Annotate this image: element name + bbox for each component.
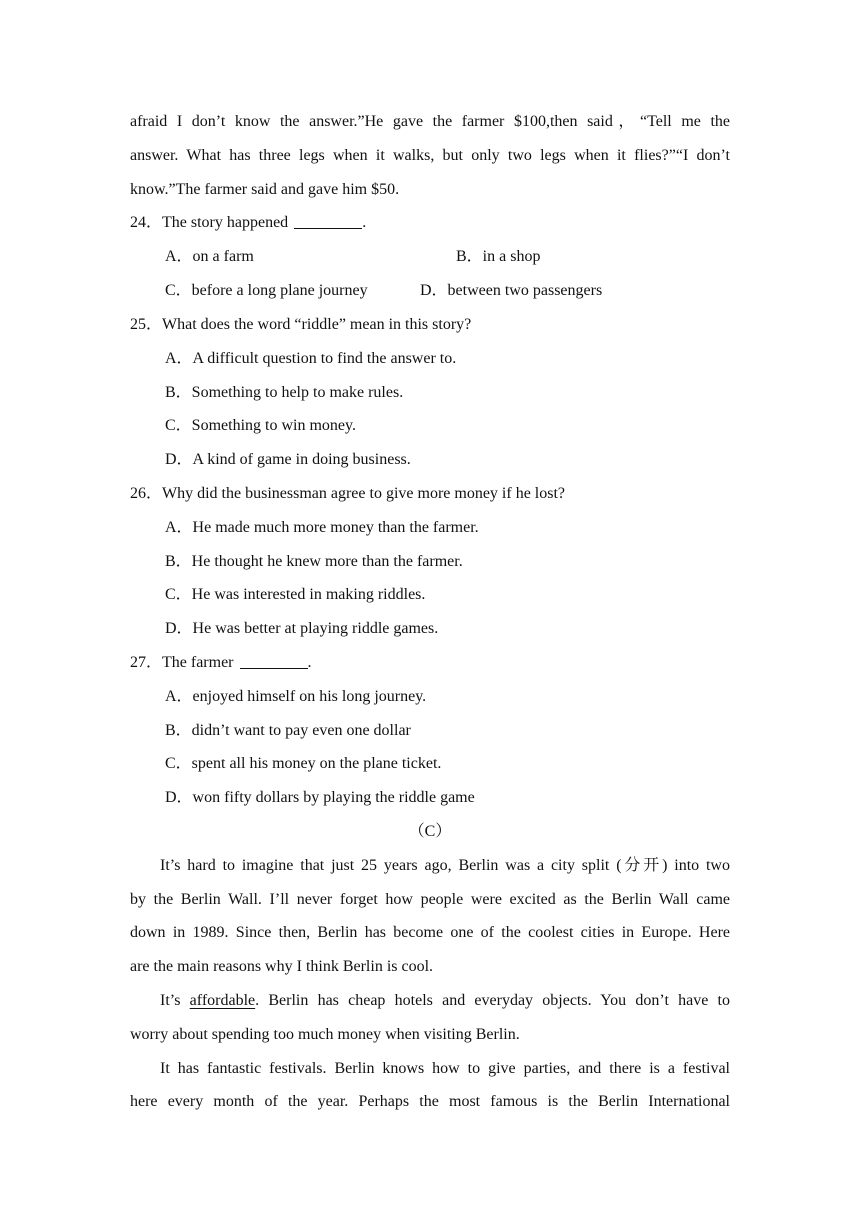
section-c-heading: （C） <box>408 823 452 840</box>
passage-c-para1-line4: are the main reasons why I think Berlin is cool. <box>130 958 434 975</box>
q27-option-c: C．spent all his money on the plane ticket. <box>165 755 442 772</box>
passage-c-para2-line2: worry about spending too much money when visiting Berlin. <box>130 1026 520 1043</box>
q24-option-b: B．in a shop <box>456 248 541 265</box>
question-25-stem: 25．What does the word “riddle” mean in this story? <box>130 316 472 333</box>
q24-option-d: D．between two passengers <box>420 282 603 299</box>
passage-c-para1-line3: down in 1989. Since then, Berlin has become one of the coolest cities in Europe. Here <box>130 924 730 941</box>
passage-c-para1-line1: It’s hard to imagine that just 25 years ago, Berlin was a city split (分开) into two <box>160 857 730 874</box>
question-27-text: 27．The farmer <box>130 654 234 671</box>
passage-c-para3-line1: It has fantastic festivals. Berlin knows how to give parties, and there is a festival <box>160 1060 730 1077</box>
q25-option-d: D．A kind of game in doing business. <box>165 451 411 468</box>
passage-c-para1-line2: by the Berlin Wall. I’ll never forget how people were excited as the Berlin Wall came <box>130 891 730 908</box>
q25-option-c: C．Something to win money. <box>165 417 356 434</box>
q27-option-b: B．didn’t want to pay even one dollar <box>165 722 411 739</box>
answer-blank-27 <box>240 654 308 669</box>
para2-rest: . Berlin has cheap hotels and everyday objects. You don’t have to <box>255 992 730 1009</box>
question-27-end: . <box>307 654 312 671</box>
q25-option-b: B．Something to help to make rules. <box>165 384 404 401</box>
question-26-stem: 26．Why did the businessman agree to give more money if he lost? <box>130 485 566 502</box>
q26-option-b: B．He thought he knew more than the farmer. <box>165 553 463 570</box>
question-27-stem <box>130 653 312 673</box>
q25-option-a: A．A difficult question to find the answer to. <box>165 350 457 367</box>
passage-c-para3-line2: here every month of the year. Perhaps the most famous is the Berlin International <box>130 1093 730 1110</box>
intro-line-2: answer. What has three legs when it walks, but only two legs when it flies?”“I don’t <box>130 147 730 164</box>
question-24-text: 24．The story happened <box>130 214 289 231</box>
question-24-stem <box>130 213 366 233</box>
para2-prefix: It’s <box>160 992 190 1009</box>
q27-option-a: A．enjoyed himself on his long journey. <box>165 688 427 705</box>
intro-line-1: afraid I don’t know the answer.”He gave the farmer $100,then said，“Tell me the <box>130 113 730 130</box>
q27-option-d: D．won fifty dollars by playing the riddle game <box>165 789 475 806</box>
q24-option-a: A．on a farm <box>165 248 254 265</box>
intro-line-3: know.”The farmer said and gave him $50. <box>130 181 400 198</box>
passage-c-para2-line1 <box>160 991 730 1011</box>
q26-option-d: D．He was better at playing riddle games. <box>165 620 439 637</box>
answer-blank-24 <box>294 214 362 229</box>
q24-option-c: C．before a long plane journey <box>165 282 368 299</box>
q26-option-a: A．He made much more money than the farmer. <box>165 519 479 536</box>
question-24-end: . <box>362 214 367 231</box>
underlined-word-affordable: affordable <box>189 992 256 1009</box>
q26-option-c: C．He was interested in making riddles. <box>165 586 426 603</box>
